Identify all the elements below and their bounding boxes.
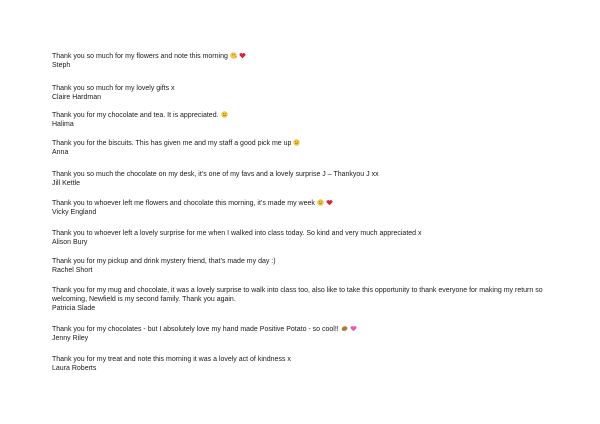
note-message: Thank you to whoever left me flowers and chocolate this morning, it’s made my week (52, 200, 315, 207)
note-signature: Laura Roberts (52, 365, 97, 372)
note-signature: Jenny Riley (52, 335, 89, 342)
note-2 (52, 84, 572, 102)
note-message: Thank you so much for my flowers and note this morning (52, 53, 228, 60)
note-signature: Claire Hardman (52, 94, 102, 101)
note-message: Thank you for the biscuits. This has given me and my staff a good pick me up (52, 140, 292, 147)
note-5 (52, 170, 572, 188)
smiling-face-icon (317, 199, 324, 206)
note-9 (52, 286, 572, 313)
red-heart-icon (239, 52, 246, 59)
note-message: Thank you for my treat and note this morning it was a lovely act of kindness x (52, 356, 291, 363)
note-8 (52, 257, 572, 275)
note-message: Thank you for my chocolates - but I absolutely love my hand made Positive Potato - so cool!! (52, 326, 339, 333)
face-blowing-kiss-icon (230, 52, 237, 59)
note-10 (52, 325, 572, 343)
note-message: Thank you so much the chocolate on my desk, it’s one of my favs and a lovely surprise J – Thankyou J xx (52, 171, 379, 178)
smiling-face-icon (221, 111, 228, 118)
note-message: Thank you for my mug and chocolate, it was a lovely surprise to walk into class too, also like to take this opportunity to thank everyone for making my return so welcoming, Newfield is my second family. Thank you again. (52, 287, 543, 303)
note-message: Thank you to whoever left a lovely surprise for me when I walked into class today. So kind and very much appreciated x (52, 230, 422, 237)
red-heart-icon (326, 199, 333, 206)
note-message: Thank you for my chocolate and tea. It is appreciated. (52, 112, 219, 119)
note-signature: Halima (52, 121, 74, 128)
note-6 (52, 199, 572, 217)
note-signature: Anna (52, 149, 69, 156)
note-signature: Rachel Short (52, 267, 93, 274)
potato-icon (341, 325, 348, 332)
note-signature: Alison Bury (52, 239, 88, 246)
note-1 (52, 52, 572, 70)
note-signature: Vicky England (52, 209, 97, 216)
note-11 (52, 355, 572, 373)
note-message: Thank you so much for my lovely gifts x (52, 85, 175, 92)
note-3 (52, 111, 572, 129)
note-message: Thank you for my pickup and drink mystery friend, that’s made my day :) (52, 258, 276, 265)
note-signature: Jill Kettle (52, 180, 81, 187)
sparkling-heart-icon (350, 325, 357, 332)
note-signature: Patricia Slade (52, 305, 96, 312)
note-4 (52, 139, 572, 157)
note-signature: Steph (52, 62, 71, 69)
note-7 (52, 229, 572, 247)
smiling-face-icon (293, 139, 300, 146)
